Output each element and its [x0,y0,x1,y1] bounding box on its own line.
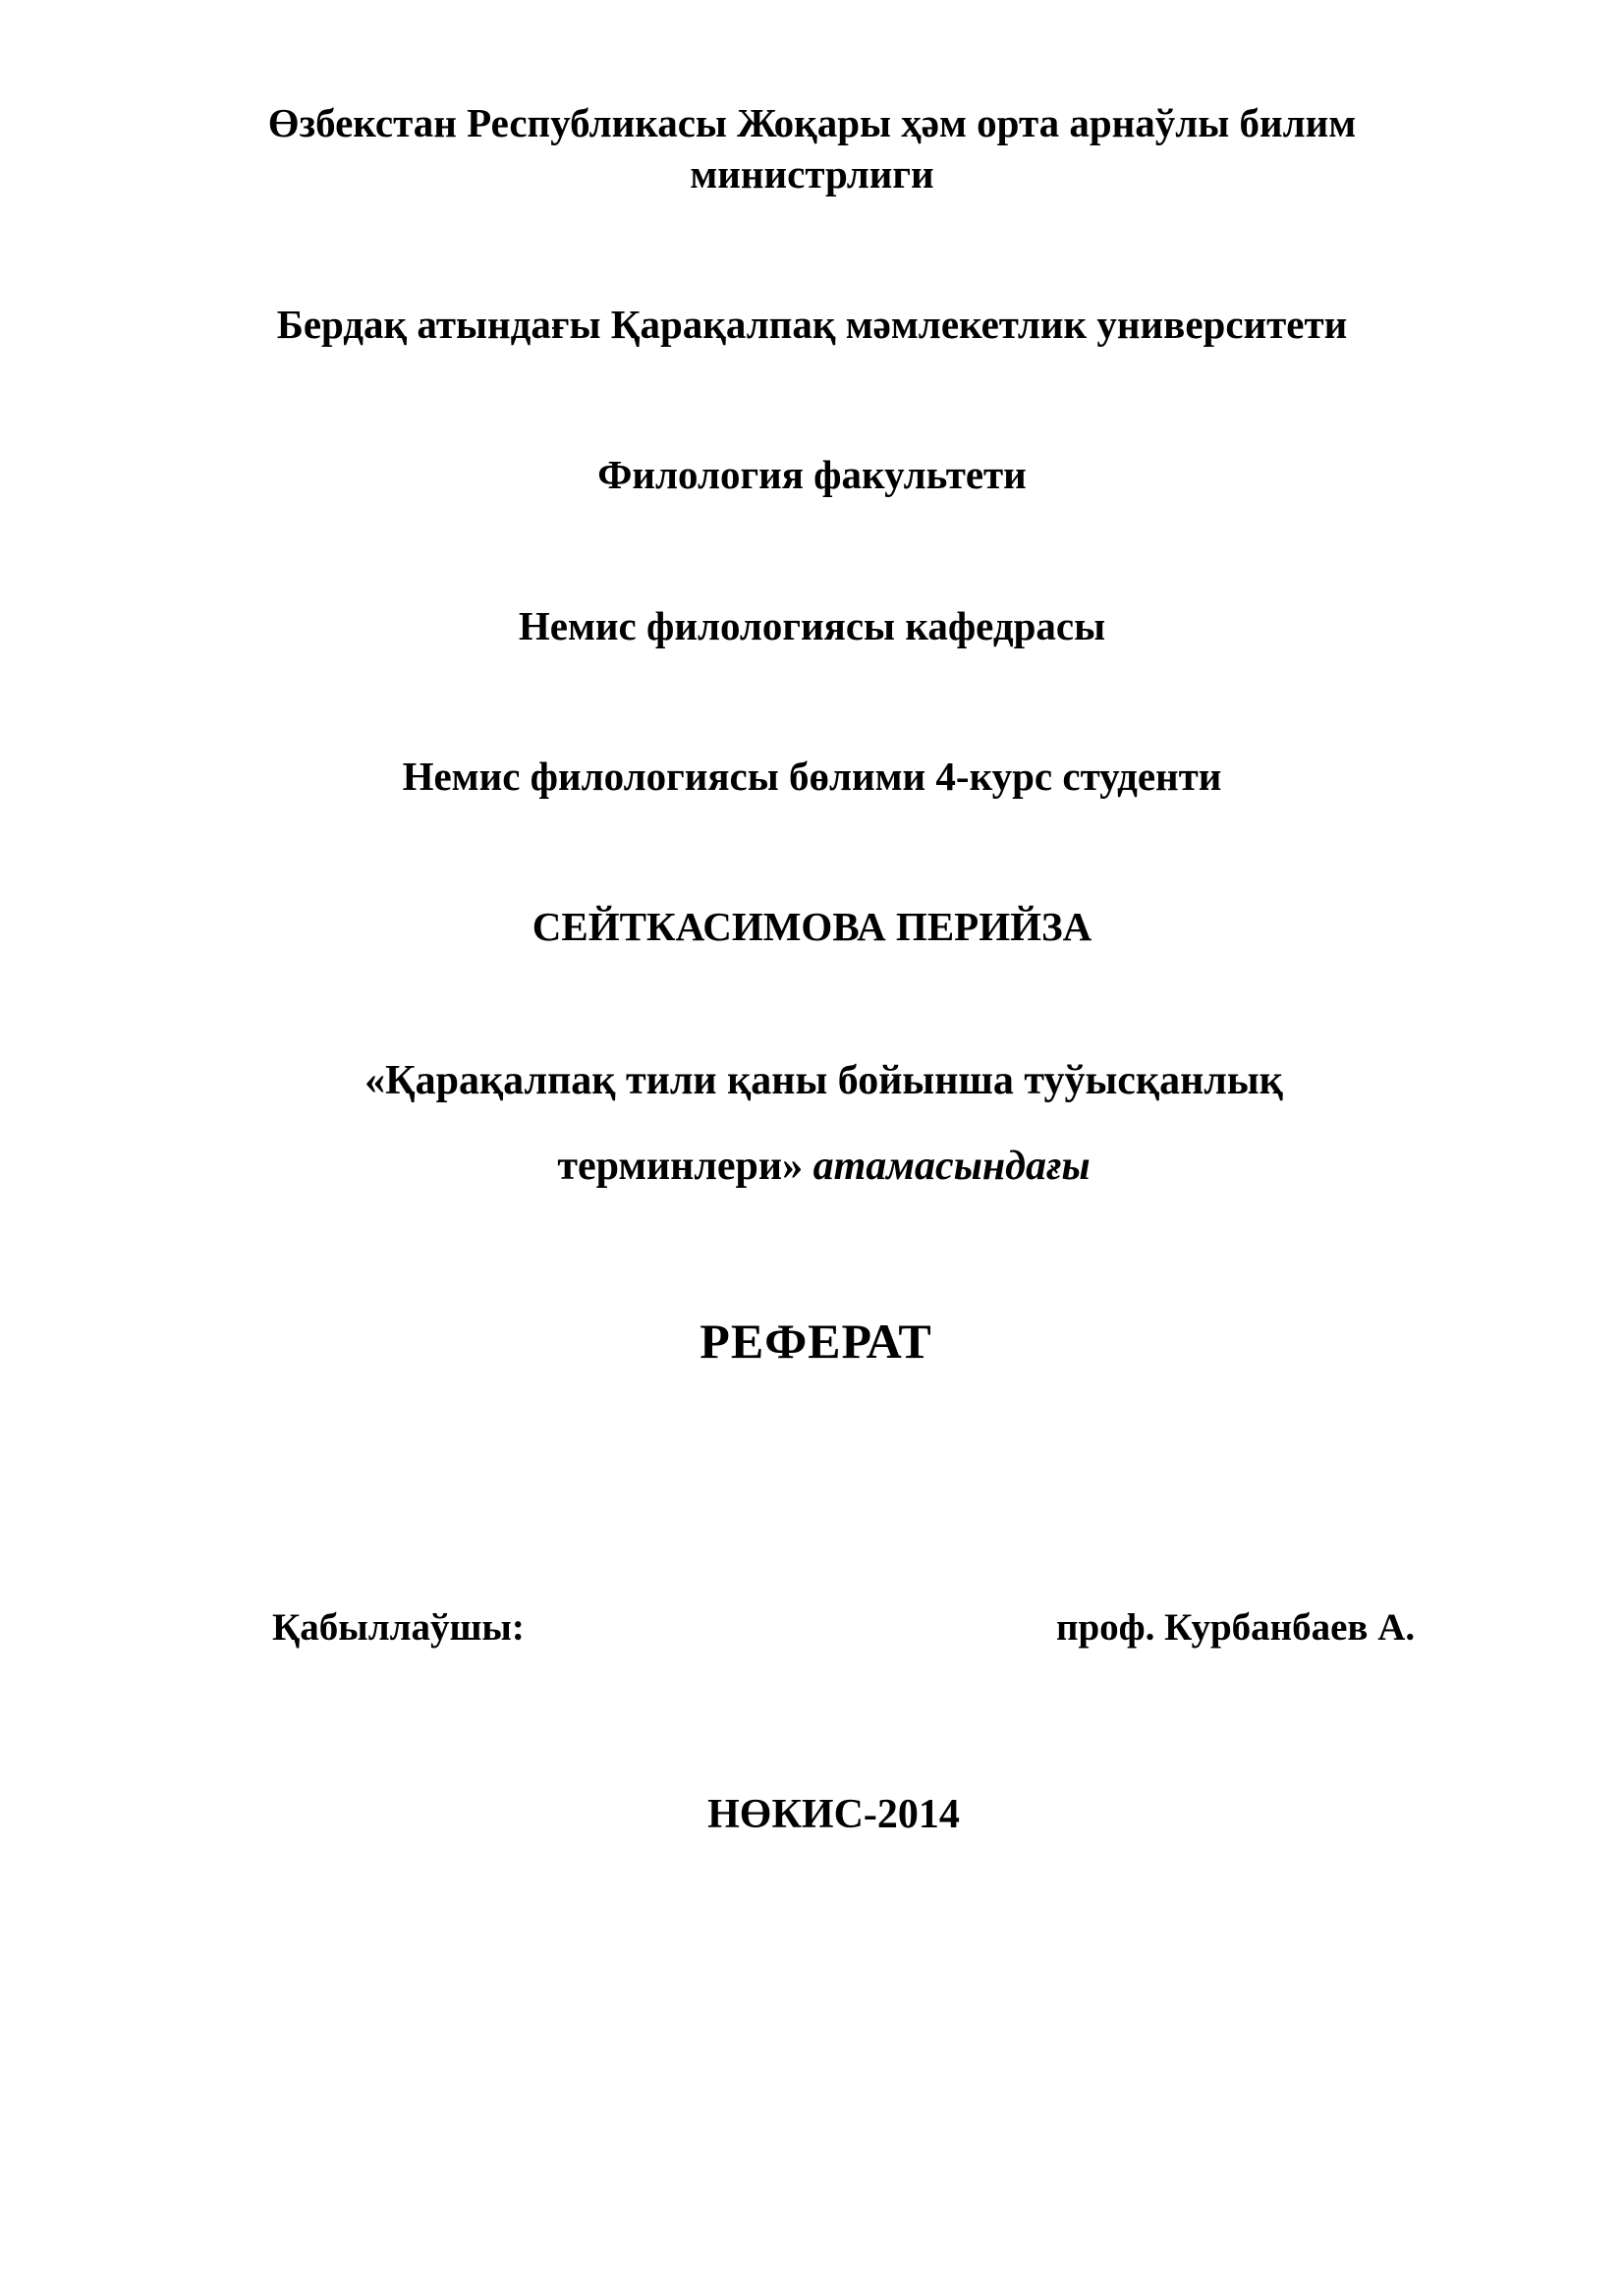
acceptor-name: проф. Курбанбаев А. [1056,1606,1416,1649]
city-year: НӨКИС-2014 [707,1792,960,1837]
topic-line-1: «Қарақалпақ тили қаны бойынша туўысқанлық [364,1058,1283,1103]
student-name: СЕЙТКАСИМОВА ПЕРИЙЗА [532,904,1092,949]
student-info: Немис филологиясы бөлими 4-курс студенти [402,754,1222,799]
department-name: Немис филологиясы кафедрасы [518,603,1106,648]
document-type-title: РЕФЕРАТ [700,1314,932,1369]
ministry-line-1: Өзбекстан Республикасы Жоқары ҳәм орта арнаўлы билим [267,100,1357,145]
ministry-line-2: министрлиги [690,151,934,196]
faculty-name: Филология факультети [597,452,1027,497]
topic-line-2-italic: атамасындағы [812,1144,1091,1189]
topic-line-2 [12,1142,1624,1191]
topic-line-2-main: терминлери» [557,1144,804,1189]
university-name: Бердақ атындағы Қарақалпақ мәмлекетлик университети [276,302,1348,347]
acceptor-label: Қабыллаўшы: [272,1606,525,1649]
